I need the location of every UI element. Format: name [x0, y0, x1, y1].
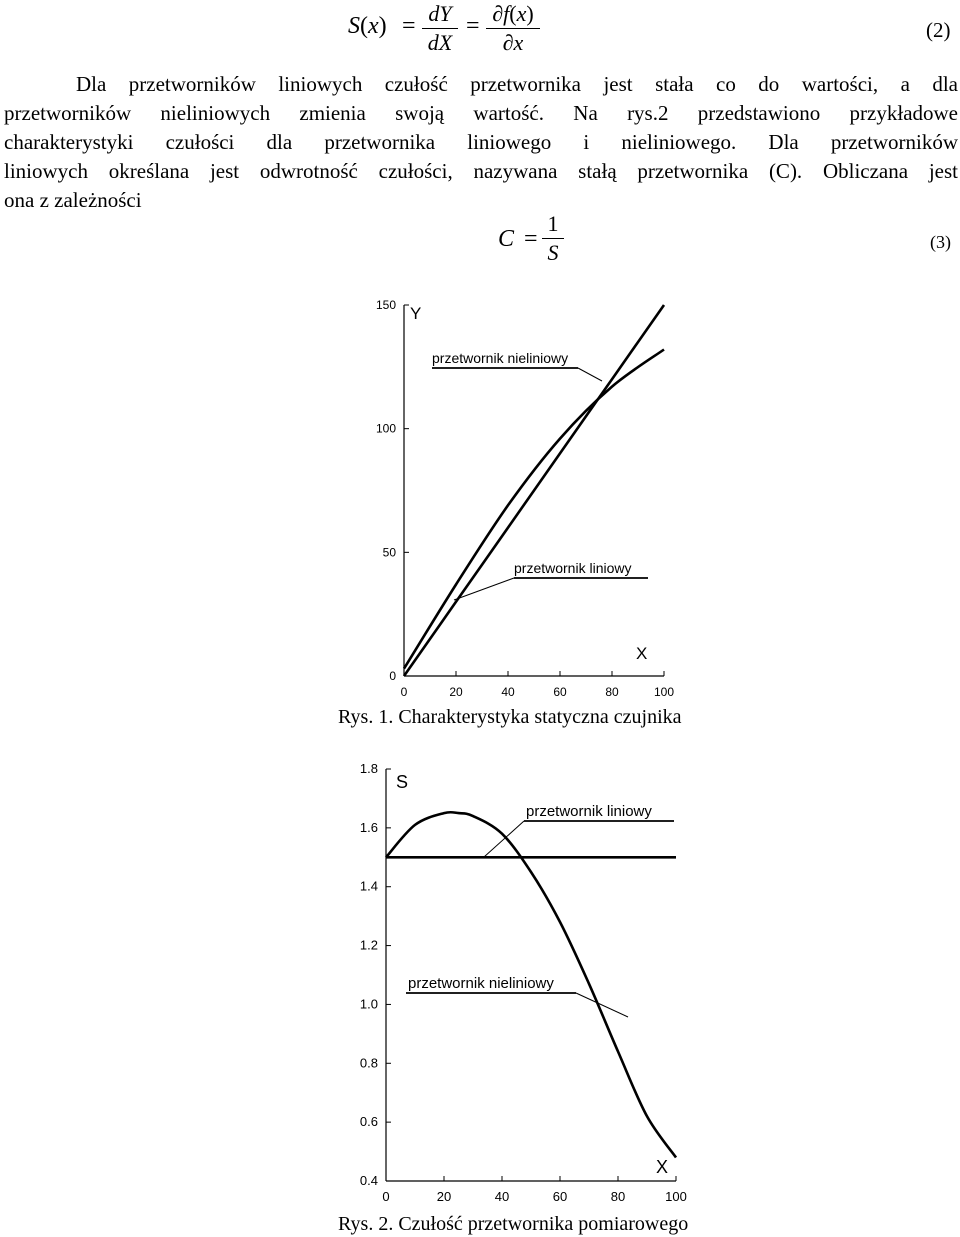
x-tick-label: 60 [552, 1189, 568, 1204]
y-tick-label: 1.0 [359, 996, 378, 1012]
fig2-label-nonlinear: przetwornik nieliniowy [408, 975, 554, 992]
eq3-fraction [542, 210, 564, 267]
x-tick-label: 20 [449, 685, 463, 699]
eq2-fraction-1 [422, 0, 458, 57]
x-tick-label: 100 [665, 1189, 687, 1204]
y-tick-label: 1.8 [359, 761, 378, 776]
paragraph-line: liniowych określana jest odwrotność czułości, nazywana stałą przetwornika (C). Obliczana jest [4, 159, 958, 183]
eq2-equals-2: = [466, 13, 480, 39]
eq3-equals: = [524, 226, 538, 252]
x-tick-label: 80 [610, 1189, 626, 1204]
figure-2-sensitivity [340, 755, 700, 1213]
x-tick-label: 60 [553, 685, 567, 699]
fig2-x-label: X [656, 1157, 669, 1177]
eq2-number: (2) [926, 18, 951, 42]
x-tick-label: 20 [436, 1189, 452, 1204]
y-tick-label: 1.4 [359, 878, 378, 894]
fig1-leader-nonlinear-pointer [578, 368, 602, 381]
x-tick-label: 0 [382, 1189, 390, 1204]
x-tick-label: 0 [400, 685, 408, 699]
eq3-lhs: C [498, 226, 515, 252]
fig1-leader-linear-pointer [454, 578, 514, 600]
eq2-frac2-denominator: ∂x [502, 30, 524, 55]
eq3-denominator: S [547, 240, 559, 265]
fig1-y-label: Y [410, 304, 422, 323]
eq2-lhs: S(x) [348, 13, 387, 39]
figure-2-caption: Rys. 2. Czułość przetwornika pomiarowego [338, 1213, 689, 1235]
fig2-y-label: S [396, 772, 409, 792]
y-tick-label: 0.6 [359, 1114, 378, 1130]
y-tick-label: 150 [375, 298, 396, 312]
y-tick-label: 100 [375, 421, 396, 436]
eq2-frac2-numerator: ∂f(x) [492, 1, 534, 26]
eq2-equals-1: = [402, 13, 416, 39]
eq3-numerator: 1 [547, 211, 559, 236]
y-tick-label: 0.8 [359, 1055, 378, 1071]
eq2-fraction-2 [486, 0, 540, 57]
x-tick-label: 80 [605, 685, 619, 699]
body-paragraph [4, 70, 958, 215]
figure-1-caption: Rys. 1. Charakterystyka statyczna czujnika [338, 706, 682, 728]
paragraph-line: charakterystyki czułości dla przetwornika liniowego i nieliniowego. Dla przetworników [4, 130, 958, 154]
paragraph-line: przetworników nieliniowych zmienia swoją wartość. Na rys.2 przedstawiono przykładowe [4, 101, 958, 125]
fig1-x-label: X [636, 644, 648, 663]
eq2-frac1-numerator: dY [428, 1, 452, 26]
figure-1-static-characteristic [340, 295, 700, 705]
y-tick-label: 0.4 [359, 1173, 378, 1188]
fig1-label-linear: przetwornik liniowy [514, 560, 632, 576]
x-tick-label: 40 [501, 685, 515, 699]
y-tick-label: 0 [389, 669, 396, 683]
y-tick-label: 1.2 [359, 937, 378, 953]
fig1-label-nonlinear: przetwornik nieliniowy [432, 350, 569, 366]
fig2-label-linear: przetwornik liniowy [526, 803, 652, 820]
y-tick-label: 1.6 [359, 819, 378, 835]
paragraph-line: ona z zależności [4, 188, 142, 212]
x-tick-label: 100 [653, 685, 675, 699]
eq3-number: (3) [930, 232, 951, 252]
y-tick-label: 50 [382, 545, 396, 560]
paragraph-line: Dla przetworników liniowych czułość przetwornika jest stała co do wartości, a dla [76, 72, 958, 96]
eq2-frac1-denominator: dX [427, 30, 453, 55]
x-tick-label: 40 [494, 1189, 510, 1204]
